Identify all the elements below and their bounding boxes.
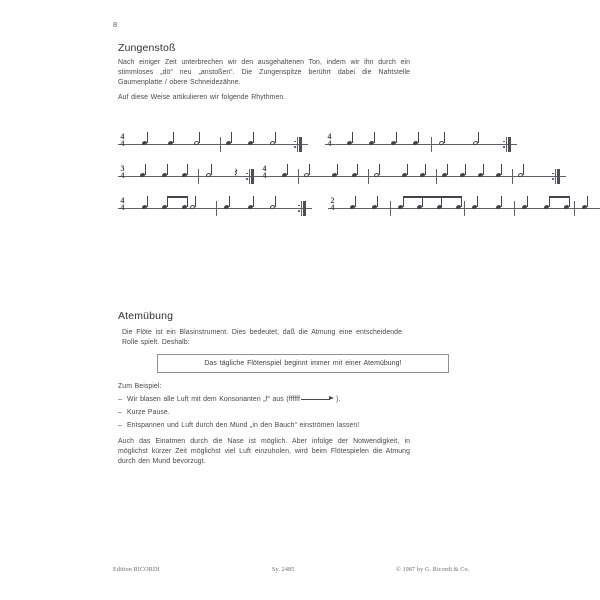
note-stem: [396, 132, 397, 143]
note-half: [374, 166, 384, 186]
note-stem: [147, 196, 148, 207]
barline: [220, 137, 221, 152]
note-stem: [407, 164, 408, 175]
note-stem: [355, 196, 356, 207]
note-quarter: [442, 166, 452, 186]
note-half: [270, 198, 280, 218]
arrow-right-icon: [301, 397, 335, 402]
example-list-item: [118, 406, 438, 419]
note-eighth: [437, 198, 447, 218]
time-signature-numerator: 4: [120, 196, 125, 205]
time-signature-numerator: 4: [262, 164, 267, 173]
note-quarter: [140, 166, 150, 186]
staff-system: [260, 160, 484, 192]
note-stem: [147, 132, 148, 143]
note-half: [518, 166, 528, 186]
note-quarter: [248, 134, 258, 154]
repeat-thin-line: [506, 137, 507, 152]
barline: [298, 169, 299, 184]
section-heading-zungenstoss: Zungenstoß: [118, 42, 176, 54]
beam-group-two-eighths: [162, 198, 182, 218]
note-quarter: [352, 166, 362, 186]
example-list-item: [118, 419, 438, 432]
list-dash-marker: –: [118, 409, 122, 417]
example-list-item-text: Kurze Pause.: [127, 409, 170, 417]
note-stem: [418, 132, 419, 143]
note-stem: [187, 164, 188, 175]
note-quarter: [372, 198, 382, 218]
note-stem: [309, 164, 310, 175]
barline: [431, 137, 432, 152]
note-stem: [425, 164, 426, 175]
time-signature-denominator: 4: [120, 139, 125, 149]
page-number: 8: [113, 20, 118, 29]
note-eighth: [544, 198, 554, 218]
repeat-dot: [503, 146, 505, 148]
note-quarter: [391, 134, 401, 154]
note-quarter: [182, 166, 192, 186]
note-quarter: [226, 134, 236, 154]
note-stem: [379, 164, 380, 175]
repeat-barline: [294, 137, 302, 152]
repeat-barline: [552, 169, 560, 184]
note-quarter: [350, 198, 360, 218]
time-signature-numerator: 3: [120, 164, 125, 173]
staff-system: [325, 128, 485, 160]
staff-system: [118, 192, 258, 224]
note-quarter: [224, 198, 234, 218]
repeat-dot: [552, 178, 554, 180]
note-quarter: [168, 134, 178, 154]
note-stem: [478, 132, 479, 143]
note-stem: [173, 132, 174, 143]
repeat-thick-line: [299, 137, 301, 152]
time-signature-denominator: 4: [330, 203, 335, 213]
note-quarter: [413, 134, 423, 154]
repeat-thick-line: [251, 169, 253, 184]
note-stem: [337, 164, 338, 175]
note-quarter: [369, 134, 379, 154]
staff-row: [110, 160, 510, 192]
barline: [464, 201, 465, 216]
time-signature-numerator: 4: [327, 132, 332, 141]
time-signature-denominator: 4: [120, 171, 125, 181]
repeat-thick-line: [303, 201, 305, 216]
staff-row: [110, 128, 510, 160]
time-signature-numerator: 2: [330, 196, 335, 205]
staff-system: [118, 128, 266, 160]
repeat-thin-line: [249, 169, 250, 184]
note-quarter: [582, 198, 592, 218]
note-quarter: [472, 198, 482, 218]
footer-copyright: © 1987 by G. Ricordi & Co.: [396, 566, 470, 573]
note-stem: [377, 196, 378, 207]
footer-publisher: Edition RICORDI: [113, 566, 160, 573]
note-stem: [145, 164, 146, 175]
note-eighth: [398, 198, 408, 218]
repeat-barline: [246, 169, 254, 184]
example-list-item: [118, 393, 438, 406]
note-stem: [483, 164, 484, 175]
note-stem: [444, 132, 445, 143]
note-stem: [275, 196, 276, 207]
barline: [574, 201, 575, 216]
note-quarter: [496, 166, 506, 186]
repeat-dot: [294, 146, 296, 148]
note-stem: [357, 164, 358, 175]
note-stem: [501, 196, 502, 207]
repeat-dot: [298, 210, 300, 212]
note-stem: [167, 164, 168, 175]
note-stem: [465, 164, 466, 175]
barline: [512, 169, 513, 184]
boxed-statement-text: Das tägliche Flötenspiel beginnt immer mit einer Atemübung!: [204, 360, 402, 367]
list-intro-label: Zum Beispiel:: [118, 383, 162, 390]
barline: [216, 201, 217, 216]
note-quarter: [162, 166, 172, 186]
note-quarter: [522, 198, 532, 218]
note-quarter: [420, 166, 430, 186]
note-stem: [229, 196, 230, 207]
note-quarter: [460, 166, 470, 186]
note-half: [270, 134, 280, 154]
note-quarter: [282, 166, 292, 186]
time-signature-denominator: 4: [327, 139, 332, 149]
music-notation-area: [110, 128, 510, 228]
paragraph-atemuebung-2: Auch das Einatmen durch die Nase ist möglich. Aber infolge der Notwendigkeit, in möglichst kürzer Zeit möglichst viel Luft einzuholen, wird beim Flötespielen die Atmung durch den Mund bevorzugt.: [118, 438, 410, 466]
staff-system: [118, 160, 218, 192]
note-half: [206, 166, 216, 186]
note-quarter: [142, 134, 152, 154]
footer-plate-number: Sy. 2485: [272, 566, 295, 573]
time-signature: [118, 165, 127, 179]
barline: [514, 201, 515, 216]
repeat-barline: [298, 201, 306, 216]
beam: [167, 196, 188, 198]
note-quarter: [478, 166, 488, 186]
note-quarter: [347, 134, 357, 154]
paragraph-zungenstoss-2: Auf diese Weise artikulieren wir folgende Rhythmen.: [118, 94, 286, 101]
note-stem: [231, 132, 232, 143]
page-footer: [0, 566, 600, 580]
note-quarter: [402, 166, 412, 186]
example-list-item-text: Wir blasen alle Luft mit dem Konsonanten „f“ aus (ffffff: [127, 396, 301, 403]
repeat-thick-line: [557, 169, 559, 184]
time-signature: [325, 133, 334, 147]
staff-system: [328, 192, 518, 224]
note-stem: [287, 164, 288, 175]
repeat-dot: [298, 205, 300, 207]
section-heading-atemuebung: Atemübung: [118, 310, 174, 322]
time-signature-denominator: 4: [120, 203, 125, 213]
note-stem: [211, 164, 212, 175]
note-half: [190, 198, 200, 218]
time-signature: [118, 133, 127, 147]
note-stem: [253, 132, 254, 143]
note-half: [473, 134, 483, 154]
repeat-dot: [503, 141, 505, 143]
example-list: [118, 393, 438, 433]
time-signature-numerator: 4: [120, 132, 125, 141]
staff-row: [110, 192, 510, 224]
beam: [403, 196, 462, 198]
note-half: [304, 166, 314, 186]
time-signature: [118, 197, 127, 211]
paragraph-zungenstoss-1: Nach einiger Zeit unterbrechen wir den ausgehaltenen Ton, indem wir ihn durch ein stimmloses „dö“ neu „anstoßen“. Die Zungenspitze berührt dabei die Nahtstelle Gaumenplatte / obere Schneidezähne.: [118, 59, 410, 87]
repeat-thin-line: [555, 169, 556, 184]
note-stem: [523, 164, 524, 175]
repeat-thin-line: [301, 201, 302, 216]
list-dash-marker: –: [118, 396, 122, 403]
note-stem: [527, 196, 528, 207]
barline: [436, 169, 437, 184]
note-stem: [447, 164, 448, 175]
note-quarter: [248, 198, 258, 218]
note-eighth: [417, 198, 427, 218]
note-stem: [587, 196, 588, 207]
note-stem: [477, 196, 478, 207]
barline: [198, 169, 199, 184]
note-quarter: [496, 198, 506, 218]
beam: [549, 196, 570, 198]
barline: [368, 169, 369, 184]
note-half: [194, 134, 204, 154]
repeat-dot: [246, 173, 248, 175]
note-stem: [275, 132, 276, 143]
note-eighth: [162, 198, 172, 218]
list-dash-marker: –: [118, 422, 122, 430]
boxed-statement: [157, 354, 449, 373]
repeat-dot: [552, 173, 554, 175]
note-stem: [199, 132, 200, 143]
time-signature: [328, 197, 337, 211]
repeat-thin-line: [297, 137, 298, 152]
note-quarter: [142, 198, 152, 218]
beam-group-two-eighths: [544, 198, 564, 218]
rest-quarter: [234, 167, 240, 180]
note-stem: [352, 132, 353, 143]
example-list-item-text-tail: ).: [336, 396, 341, 403]
time-signature: [260, 165, 269, 179]
note-half: [439, 134, 449, 154]
example-list-item-text: Entspannen und Luft durch den Mund „in den Bauch“ einströmen lassen!: [127, 422, 360, 430]
repeat-dot: [246, 178, 248, 180]
barline: [390, 201, 391, 216]
time-signature-denominator: 4: [262, 171, 267, 181]
repeat-thick-line: [508, 137, 510, 152]
paragraph-atemuebung-1: Die Flöte ist ein Blasinstrument. Dies bedeutet, daß die Atmung eine entscheidende Rolle spielt. Deshalb:: [122, 329, 402, 347]
note-stem: [374, 132, 375, 143]
note-quarter: [332, 166, 342, 186]
note-stem: [195, 196, 196, 207]
note-eighth: [564, 198, 574, 218]
repeat-dot: [294, 141, 296, 143]
repeat-barline: [503, 137, 511, 152]
note-stem: [501, 164, 502, 175]
note-stem: [253, 196, 254, 207]
beam-group-four-eighths: [398, 198, 456, 218]
